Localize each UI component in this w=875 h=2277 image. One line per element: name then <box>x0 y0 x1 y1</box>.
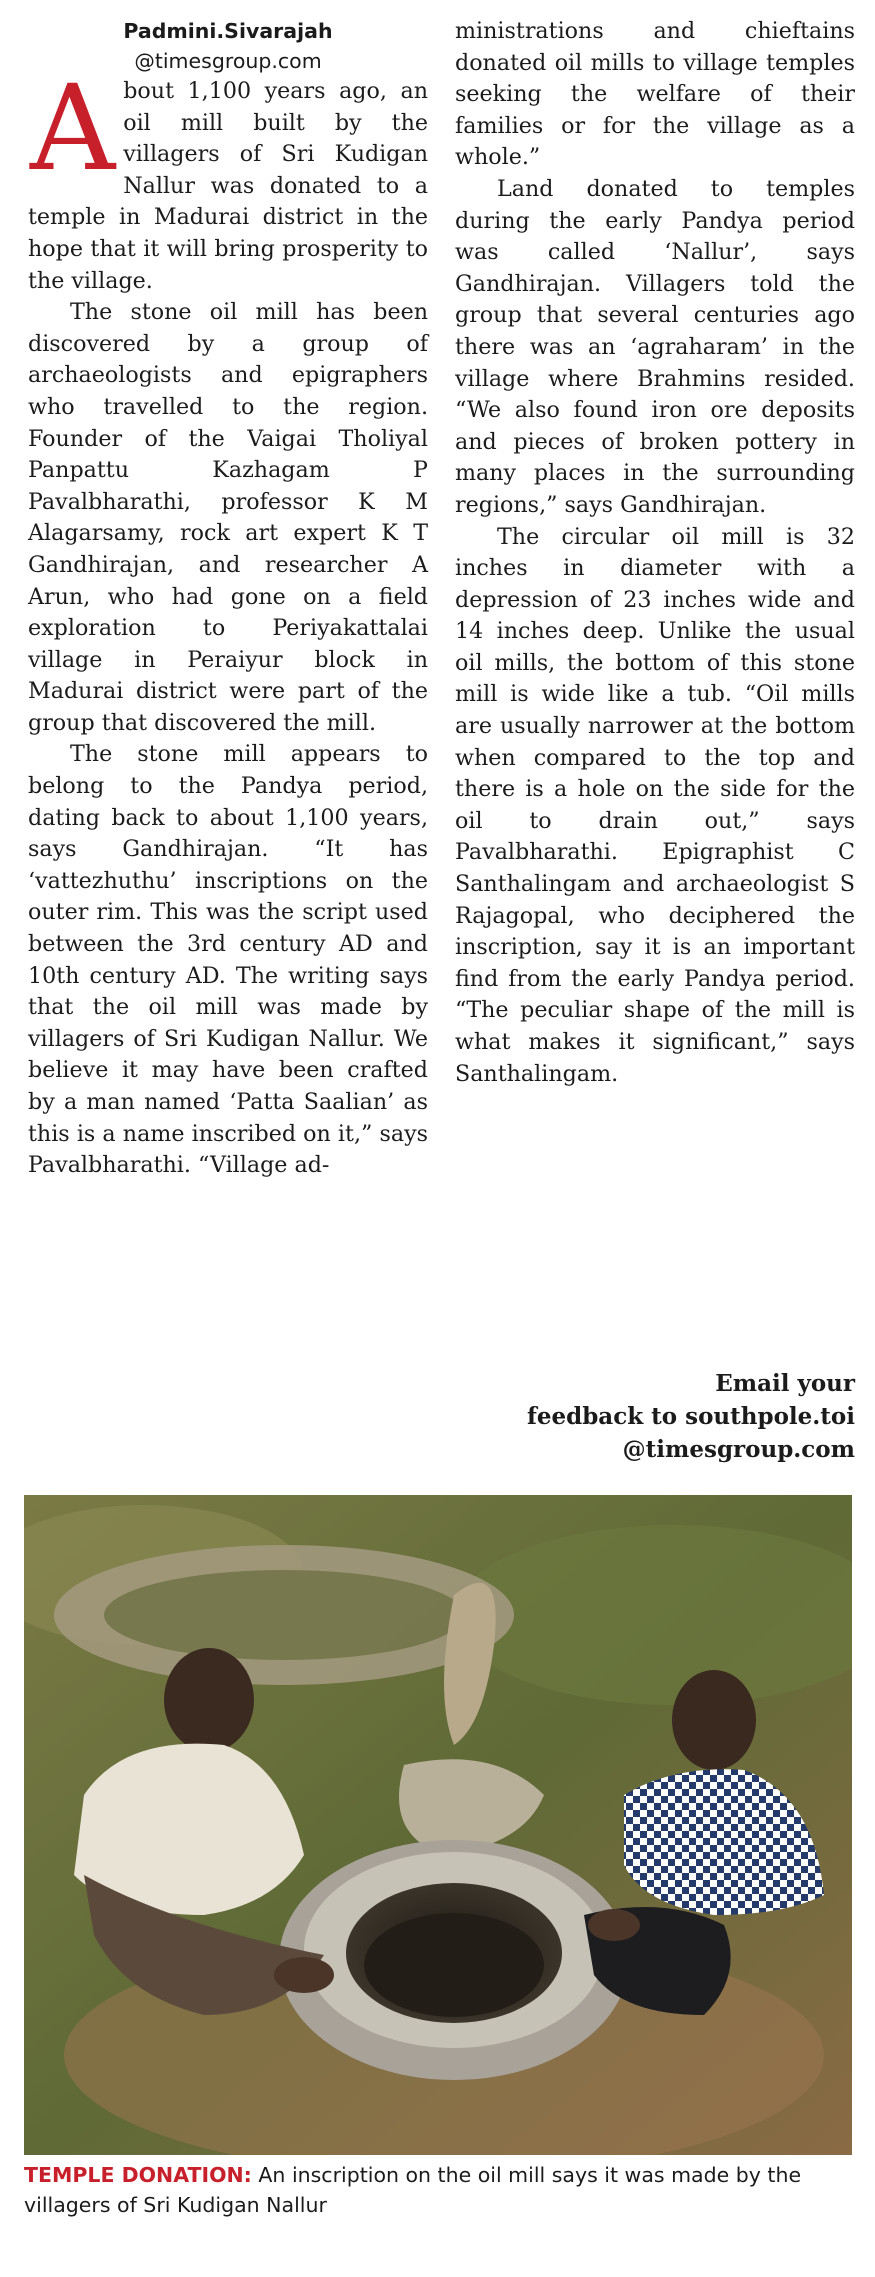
drop-cap: A <box>30 59 116 197</box>
caption-label: TEMPLE DONATION: <box>24 2163 252 2187</box>
photo-caption <box>24 2160 852 2220</box>
paragraph-2: The stone oil mill has been discovered by a group of archaeologists and epigraphers who travelled to the region. Founder of the Vaigai Tholiyal Panpattu Kazhagam P Pavalbharathi, professor K M Alagarsamy, rock art expert K T Gandhirajan, and researcher A Arun, who had gone on a field exploration to Periyakattalai village in Peraiyur block in Madurai district were part of the group that discovered the mill. <box>28 299 428 736</box>
paragraph-4: Land donated to temples during the early Pandya period was called ‘Nallur’, says Gandhirajan. Villagers told the group that several centuries ago there was an ‘agraharam’ in the village where Brahmins resided. “We also found iron ore deposits and pieces of broken pottery in many places in the surrounding regions,” says Gandhirajan. <box>455 175 855 518</box>
paragraph-1-text: bout 1,100 years ago, an oil mill built by the villagers of Sri Kudigan Nallur was donated to a temple in Madurai district in the hope that it will bring prosperity to the village. <box>28 78 428 294</box>
paragraph-3: The stone mill appears to belong to the Pandya period, dating back to about 1,100 years, says Gandhirajan. “It has ‘vattezhuthu’ inscriptions on the outer rim. This was the script used between the 3rd century AD and 10th century AD. The writing says that the oil mill was made by villagers of Sri Kudigan Nallur. We believe it may have been crafted by a man named ‘Patta Saalian’ as this is a name inscribed on it,” says Pavalbharathi. “Village ad- <box>28 741 428 1179</box>
feedback-note <box>455 1367 855 1466</box>
feedback-line-2: feedback to southpole.toi <box>526 1403 855 1430</box>
paragraph-3-continued: ministrations and chieftains donated oil mills to village temples seeking the welfare of their families or for the village as a whole.” <box>455 18 855 171</box>
photo-illustration <box>24 1495 852 2155</box>
article-column-2 <box>455 16 855 1090</box>
caption-text: An inscription on the oil mill says it was made by the villagers of Sri Kudigan Nallur <box>24 2163 802 2217</box>
paragraph-5: The circular oil mill is 32 inches in diameter with a depression of 23 inches wide and 14 inches deep. Unlike the usual oil mills, the bottom of this stone mill is wide like a tub. “Oil mills are usually narrower at the bottom when compared to the top and there is a hole on the side for the oil to drain out,” says Pavalbharathi. Epigraphist C Santhalingam and archaeologist S Rajagopal, who deciphered the inscription, say it is an important find from the early Pandya period. “The peculiar shape of the mill is what makes it significant,” says Santhalingam. <box>455 523 855 1087</box>
feedback-line-1: Email your <box>715 1370 855 1397</box>
article-photo <box>24 1495 852 2155</box>
author-handle: @timesgroup.com <box>134 49 322 73</box>
author-name: Padmini.Sivarajah <box>123 19 333 43</box>
feedback-line-3: @timesgroup.com <box>622 1436 855 1463</box>
